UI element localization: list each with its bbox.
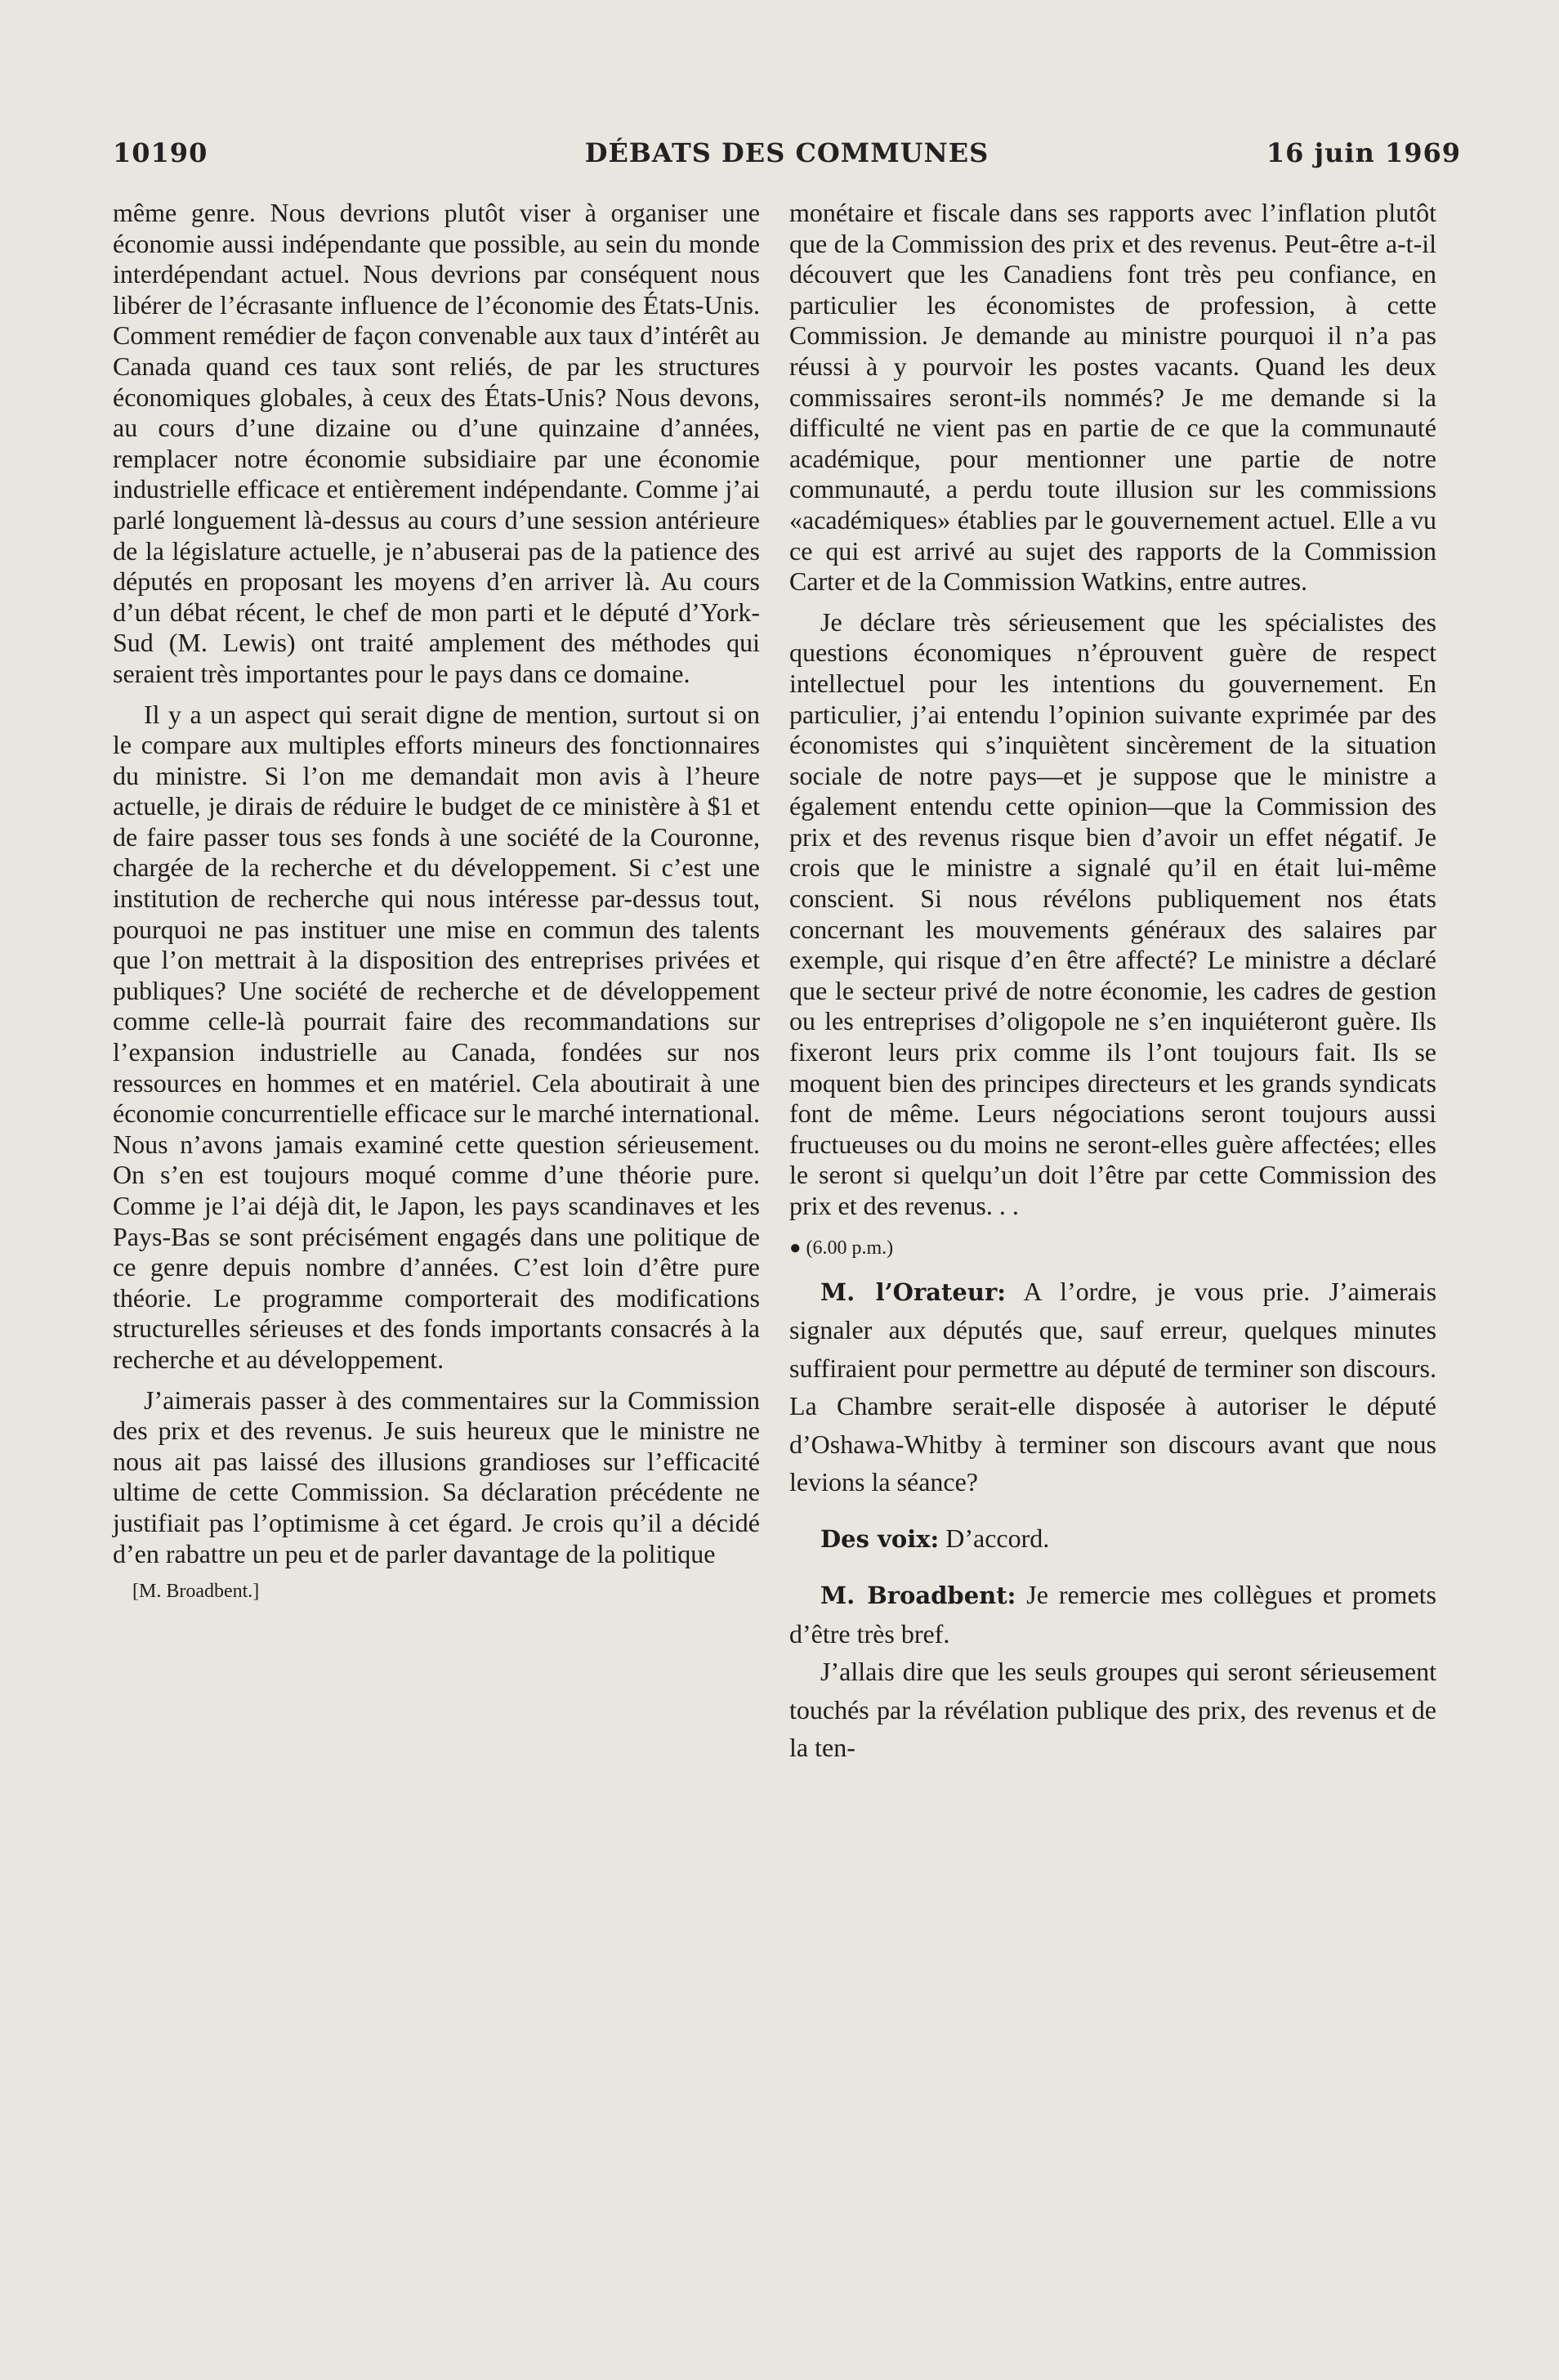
page-date: 16 juin 1969 — [1266, 137, 1461, 168]
speech-paragraph — [789, 1519, 1436, 1559]
speaker-name: M. Broadbent: — [820, 1581, 1016, 1610]
speaker-signature: [M. Broadbent.] — [132, 1581, 260, 1603]
speech-paragraph — [789, 1576, 1436, 1653]
speech-paragraph — [789, 1273, 1436, 1501]
paragraph: J’allais dire que les seuls groupes qui seront sérieusement touchés par la révélation publique des prix, des revenus et de la ten- — [789, 1657, 1436, 1763]
time-marker: ● (6.00 p.m.) — [789, 1237, 894, 1259]
speech-text: Je remercie mes collègues et promets d’être très bref. — [789, 1580, 1436, 1649]
right-column — [789, 198, 1436, 1767]
paragraph: Je déclare très sérieusement que les spécialistes des questions économiques n’éprouvent guère de respect intellectuel pour les intentions du gouvernement. En particulier, j’ai entendu l’opinion suivante exprimée par des économistes qui s’inquiètent sincèrement de la situation sociale de notre pays—et je suppose que le ministre a également entendu cette opinion—que la Commission des prix et des revenus risque bien d’avoir un effet négatif. Je crois que le ministre a signalé qu’il en était lui-même conscient. Si nous révélons publiquement nos états concernant les mouvements généraux des salaires par exemple, qui risque d’en être affecté? Le ministre a déclaré que le secteur privé de notre économie, les cadres de gestion ou les entreprises d’oligopole ne s’en inquiéteront guère. Ils fixeront leurs prix comme ils l’ont toujours fait. Ils se moquent bien des principes directeurs et les grands syndicats font de même. Leurs négociations seront toujours aussi fructueuses ou du moins ne seront-elles guère affectées; elles le seront si quelqu’un doit l’être par cette Commission des prix et des revenus. . . — [789, 606, 1436, 1220]
speaker-name: Des voix: — [820, 1524, 940, 1553]
page-number: 10190 — [113, 137, 208, 168]
paragraph: Il y a un aspect qui serait digne de mention, surtout si on le compare aux multiples efforts mineurs des fonctionnaires du ministre. Si l’on me demandait mon avis à l’heure actuelle, je dirais de réduire le budget de ce ministère à $1 et de faire passer tous ses fonds à une société de la Couronne, chargée de la recherche et du développement. Si c’est une institution de recherche qui nous intéresse par-dessus tout, pourquoi ne pas instituer une mise en commun des talents que l’on mettrait à la disposition des entreprises privées et publiques? Une société de recherche et de développement comme celle-là pourrait faire des recommandations sur l’expansion industrielle au Canada, fondées sur nos ressources en hommes et en matériel. Cela aboutirait à une économie concurrentielle efficace sur le marché international. Nous n’avons jamais examiné cette question sérieusement. On s’en est toujours moqué comme d’une théorie pure. Comme je l’ai déjà dit, le Japon, les pays scandinaves et les Pays-Bas se sont précisément engagés dans une politique de ce genre depuis nombre d’années. C’est loin d’être pure théorie. Le programme comporterait des modifications structurelles sérieuses et des fonds importants consacrés à la recherche et au développement. — [113, 699, 760, 1374]
left-column — [113, 198, 760, 1604]
page-header — [113, 137, 1461, 173]
speech-text: D’accord. — [945, 1523, 1050, 1553]
paragraph: J’aimerais passer à des commentaires sur la Commission des prix et des revenus. Je suis heureux que le ministre ne nous ait pas laissé des illusions grandioses sur l’efficacité ultime de cette Commission. Sa déclaration précédente ne justifiait pas l’optimisme à cet égard. Je crois qu’il a décidé d’en rabattre un peu et de parler davantage de la politique — [113, 1385, 760, 1568]
speech-text: A l’ordre, je vous prie. J’aimerais signaler aux députés que, sauf erreur, quelques minutes suffiraient pour permettre au député de terminer son discours. La Chambre serait-elle disposée à autoriser le député d’Oshawa-Whitby à terminer son discours avant que nous levions la séance? — [789, 1276, 1437, 1497]
paragraph: monétaire et fiscale dans ses rapports avec l’inflation plutôt que de la Commission des prix et des revenus. Peut-être a-t-il découvert que les Canadiens font très peu confiance, en particulier les économistes de profession, à cette Commission. Je demande au ministre pourquoi il n’a pas réussi à y pourvoir les postes vacants. Quand les deux commissaires seront-ils nommés? Je me demande si la difficulté ne vient pas en partie de ce que la communauté académique, pour mentionner une partie de notre communauté, a perdu toute illusion sur les commissions «académiques» établies par le gouvernement actuel. Elle a vu ce qui est arrivé au sujet des rapports de la Commission Carter et de la Commission Watkins, entre autres. — [789, 198, 1436, 597]
paragraph: même genre. Nous devrions plutôt viser à organiser une économie aussi indépendante que possible, au sein du monde interdépendant actuel. Nous devrions par conséquent nous libérer de l’écrasante influence de l’économie des États-Unis. Comment remédier de façon convenable aux taux d’intérêt au Canada quand ces taux sont reliés, de par les structures économiques globales, à ceux des États-Unis? Nous devons, au cours d’une dizaine ou d’une quinzaine d’années, remplacer notre économie subsidiaire par une économie industrielle efficace et entièrement indépendante. Comme j’ai parlé longuement là-dessus au cours d’une session antérieure de la législature actuelle, je n’abuserai pas de la patience des députés en proposant les moyens d’en arriver là. Au cours d’un débat récent, le chef de mon parti et le député d’York-Sud (M. Lewis) ont traité amplement des méthodes qui seraient très importantes pour le pays dans ce domaine. — [113, 198, 760, 688]
running-title: DÉBATS DES COMMUNES — [584, 137, 989, 168]
speaker-name: M. l’Orateur: — [820, 1277, 1006, 1306]
